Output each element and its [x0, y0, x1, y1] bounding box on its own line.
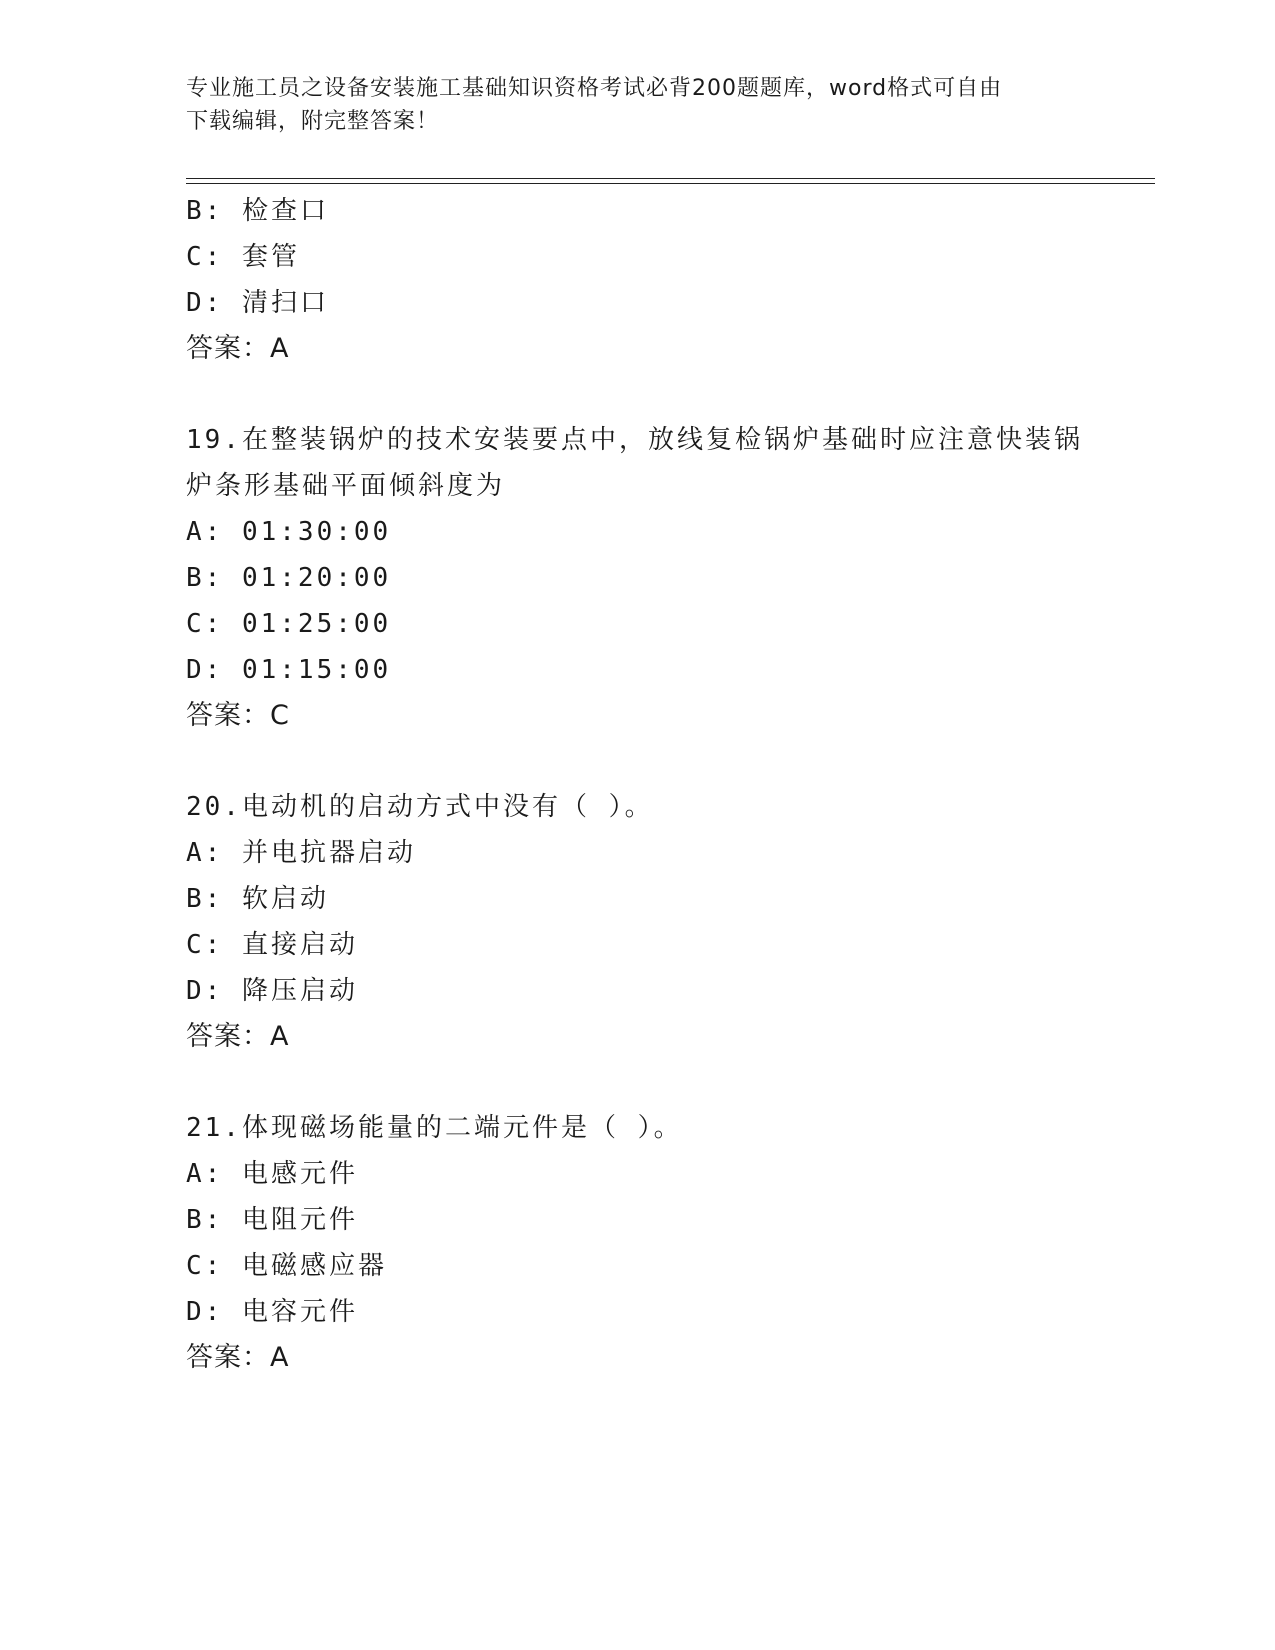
- question-block-20: [186, 784, 1126, 1060]
- option-a: A: 01:30:00: [186, 517, 392, 547]
- question-spacer: [186, 372, 1126, 417]
- question-block-18-tail: [186, 188, 1126, 372]
- question-spacer: [186, 1060, 1126, 1105]
- question-list: [186, 188, 1126, 1381]
- option-a: A: 电感元件: [186, 1159, 358, 1189]
- option-d: D: 01:15:00: [186, 655, 392, 685]
- header-divider-bottom: [186, 183, 1155, 184]
- answer-line: 答案：A: [186, 333, 290, 364]
- question-stem-line-1: 21.体现磁场能量的二端元件是（ ）。: [186, 1113, 683, 1143]
- option-b: B: 检查口: [186, 196, 329, 226]
- question-stem-line-1: 19.在整装锅炉的技术安装要点中，放线复检锅炉基础时应注意快装锅: [186, 425, 1083, 455]
- option-c: C: 套管: [186, 242, 300, 272]
- option-d: D: 降压启动: [186, 976, 358, 1006]
- header-divider-top: [186, 178, 1155, 179]
- answer-line: 答案：C: [186, 700, 290, 731]
- option-c: C: 01:25:00: [186, 609, 392, 639]
- option-b: B: 01:20:00: [186, 563, 392, 593]
- answer-line: 答案：A: [186, 1342, 290, 1373]
- option-c: C: 电磁感应器: [186, 1251, 387, 1281]
- question-stem-line-2: 炉条形基础平面倾斜度为: [186, 471, 506, 501]
- question-stem-line-1: 20.电动机的启动方式中没有（ ）。: [186, 792, 654, 822]
- document-header: [186, 72, 1086, 138]
- answer-line: 答案：A: [186, 1021, 290, 1052]
- question-block-21: [186, 1105, 1126, 1381]
- option-d: D: 清扫口: [186, 288, 329, 318]
- option-c: C: 直接启动: [186, 930, 358, 960]
- option-d: D: 电容元件: [186, 1297, 358, 1327]
- question-block-19: [186, 417, 1126, 739]
- header-title-line-1: 专业施工员之设备安装施工基础知识资格考试必背200题题库，word格式可自由: [186, 76, 1003, 101]
- option-b: B: 软启动: [186, 884, 329, 914]
- header-title-line-2: 下载编辑，附完整答案！: [186, 109, 440, 134]
- option-a: A: 并电抗器启动: [186, 838, 416, 868]
- option-b: B: 电阻元件: [186, 1205, 358, 1235]
- question-spacer: [186, 739, 1126, 784]
